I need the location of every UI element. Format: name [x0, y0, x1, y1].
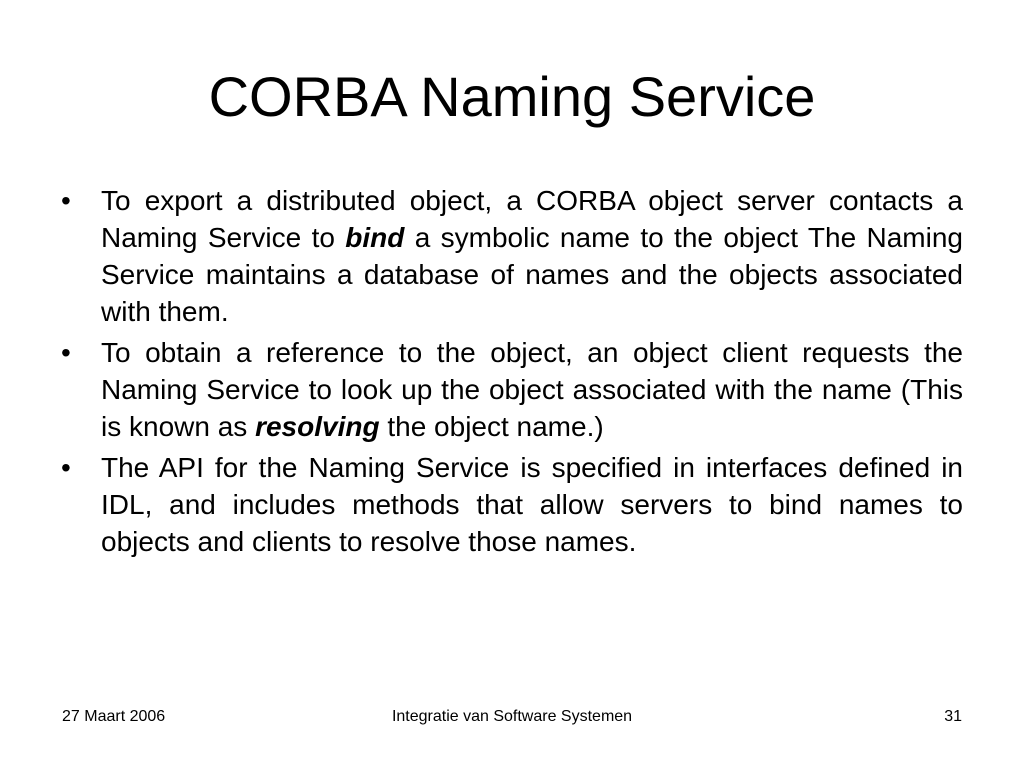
bullet-text: The API for the Naming Service is specified in interfaces defined in IDL, and includes methods that allow servers to bind names to objects and clients to resolve those names. [101, 452, 963, 557]
bullet-emphasis: resolving [255, 411, 380, 442]
bullet-marker: • [61, 452, 71, 483]
footer-course-title: Integratie van Software Systemen [391, 708, 633, 725]
bullet-text: the object name.) [379, 411, 604, 442]
bullet-item [61, 334, 963, 445]
bullet-marker: • [61, 337, 71, 368]
footer-date: 27 Maart 2006 [62, 708, 166, 725]
bullet-item [61, 182, 963, 330]
bullet-text: a symbolic name to the object The Naming Service maintains a database of names and the objects associated with them. [101, 222, 963, 327]
bullet-list [61, 182, 963, 564]
bullet-emphasis: bind [345, 222, 405, 253]
bullet-item [61, 449, 963, 560]
bullet-text: To export a distributed object, a CORBA object server contacts a Naming Service to [101, 185, 963, 253]
bullet-marker: • [61, 185, 71, 216]
bullet-text: To obtain a reference to the object, an object client requests the Naming Service to look up the object associated with the name (This is known as [101, 337, 963, 442]
slide-title: CORBA Naming Service [208, 65, 816, 128]
page-number: 31 [944, 708, 962, 725]
